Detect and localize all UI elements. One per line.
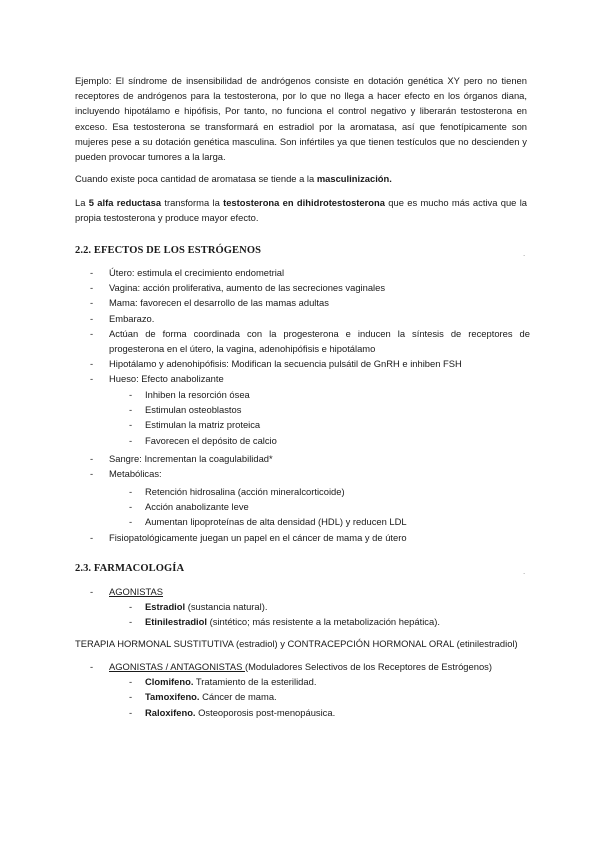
section-title-efectos: 2.2. EFECTOS DE LOS ESTRÓGENOS	[75, 245, 262, 256]
agon-antag-list	[90, 659, 530, 674]
sub-list-item: - Acción anabolizante leve	[129, 499, 530, 514]
sub-list-item: - Inhiben la resorción ósea	[129, 387, 530, 402]
drug-desc: (sustancia natural).	[185, 601, 268, 613]
section-dot-efectos: .	[523, 249, 526, 258]
agonistas-label: AGONISTAS	[109, 586, 164, 597]
reductasa-mid: transforma la	[161, 197, 224, 208]
drug-name: Raloxifeno.	[145, 706, 196, 718]
agon-antag-label: AGONISTAS / ANTAGONISTAS	[109, 661, 245, 672]
drug-name: Estradiol	[145, 601, 186, 613]
list-item: - Vagina: acción proliferativa, aumento de las secreciones vaginales	[90, 280, 530, 295]
list-item-agonistas	[90, 584, 530, 599]
sub-list-item: - Estimulan la matriz proteica	[129, 417, 530, 432]
drug-desc: Tratamiento de la esterilidad.	[193, 676, 317, 688]
aromatasa-text: Cuando existe poca cantidad de aromatasa se tiende a la	[75, 173, 317, 184]
drug-name: Clomifeno.	[145, 676, 194, 688]
sub-list-item: - Retención hidrosalina (acción mineralcorticoide)	[129, 484, 530, 499]
list-item: - Fisiopatológicamente juegan un papel en el cáncer de mama y de útero	[90, 530, 530, 545]
drug-name: Etinilestradiol	[145, 616, 207, 628]
list-item: - Hipotálamo y adenohipófisis: Modifican la secuencia pulsátil de GnRH e inhiben FSH	[90, 356, 530, 371]
aromatasa-bold: masculinización.	[316, 173, 392, 184]
sub-list-item: - Estimulan osteoblastos	[129, 402, 530, 417]
efectos-list-cont	[90, 451, 530, 481]
therapy-line: TERAPIA HORMONAL SUSTITUTIVA (estradiol) y CONTRACEPCIÓN HORMONAL ORAL (etinilestradiol)	[75, 638, 518, 649]
sub-list-item	[129, 614, 530, 629]
list-item: - Útero: estimula el crecimiento endometrial	[90, 265, 530, 280]
hueso-label: Hueso: Efecto anabolizante	[109, 373, 224, 385]
sub-list-item	[129, 599, 530, 614]
drug-desc: (sintético; más resistente a la metabolización hepática).	[207, 616, 440, 628]
sub-list-item	[129, 674, 530, 689]
efectos-list	[90, 265, 530, 387]
agonistas-block	[90, 584, 530, 630]
serms-sublist	[90, 674, 530, 720]
drug-desc: Cáncer de mama.	[199, 691, 277, 703]
section-dot-farmacologia: .	[523, 567, 526, 576]
hueso-sublist	[90, 387, 530, 448]
sub-list-item: - Favorecen el depósito de calcio	[129, 433, 530, 448]
agonistas-sublist	[90, 599, 530, 629]
agonistas-list	[90, 584, 530, 599]
drug-name: Tamoxifeno.	[145, 691, 200, 703]
efectos-list-end	[90, 530, 530, 545]
reductasa-pre: La	[75, 197, 89, 208]
reductasa-bold-1: 5 alfa reductasa	[88, 197, 162, 208]
list-item: - Actúan de forma coordinada con la progesterona e inducen la síntesis de receptores de progesterona en el útero, la vagina, adenohipófisis e hipotálamo	[90, 326, 530, 356]
drug-desc: Osteoporosis post-menopáusica.	[195, 706, 336, 718]
list-item: - Metabólicas:	[90, 466, 530, 481]
list-item-hueso	[90, 371, 530, 386]
list-item: - Sangre: Incrementan la coagulabilidad*	[90, 451, 530, 466]
sub-list-item	[129, 705, 530, 720]
list-item: - Mama: favorecen el desarrollo de las mamas adultas	[90, 295, 530, 310]
reductasa-bold-2: testosterona en dihidrotestosterona	[223, 197, 385, 208]
agon-antag-desc: (Moduladores Selectivos de los Receptores de Estrógenos)	[244, 661, 492, 672]
sub-list-item: - Aumentan lipoproteínas de alta densidad (HDL) y reducen LDL	[129, 514, 530, 529]
section-title-farmacologia: 2.3. FARMACOLOGÍA	[75, 563, 185, 574]
reductasa-post: que es mucho más activa que la propia testosterona y produce mayor efecto.	[75, 197, 527, 224]
aromatasa-paragraph	[75, 171, 527, 186]
list-item-agon-antag	[90, 659, 530, 674]
metab-sublist	[90, 484, 530, 530]
reductasa-paragraph	[75, 195, 527, 225]
sub-list-item	[129, 689, 530, 704]
intro-paragraph: Ejemplo: El síndrome de insensibilidad de andrógenos consiste en dotación genética XY pero no tienen receptores de andrógenos para la testosterona, por lo que no llega a hacer efecto en los órganos diana, incluyendo hipotálamo e hipófisis, Por tanto, no funciona el control negativo y liberarán testosterona en exceso. Esa testosterona se transformará en estradiol por la aromatasa, así que fenotípicamente son mujeres pese a su dotación genética masculina. Son infértiles ya que tienen testículos que no descienden y pueden provocar tumores a la larga.	[75, 75, 527, 163]
agon-antag-block	[90, 659, 530, 720]
list-item: - Embarazo.	[90, 311, 530, 326]
